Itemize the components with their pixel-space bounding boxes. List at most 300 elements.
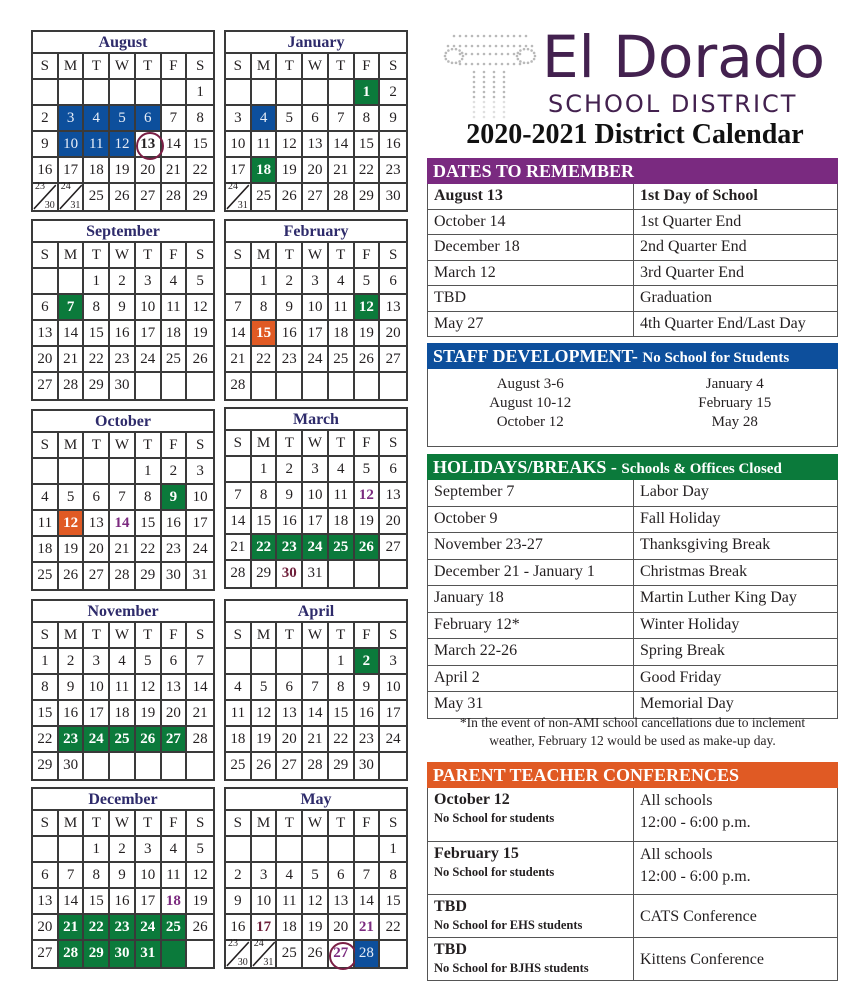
day-cell[interactable]: 21 <box>59 915 85 941</box>
day-cell[interactable]: 1 <box>355 80 381 106</box>
day-cell[interactable]: 8 <box>380 863 406 889</box>
day-cell[interactable]: 20 <box>380 509 406 535</box>
day-cell[interactable]: 4 <box>110 649 136 675</box>
day-cell[interactable]: 9 <box>59 675 85 701</box>
day-cell[interactable]: 26 <box>187 915 213 941</box>
day-cell[interactable]: 26 <box>110 184 136 210</box>
day-cell[interactable]: 10 <box>59 132 85 158</box>
day-cell[interactable]: 17 <box>136 889 162 915</box>
day-cell[interactable]: 24 <box>303 347 329 373</box>
day-cell[interactable]: 31 <box>136 941 162 967</box>
day-cell[interactable]: 5 <box>303 863 329 889</box>
day-cell[interactable]: 2 <box>277 269 303 295</box>
day-cell[interactable]: 3 <box>84 649 110 675</box>
day-cell[interactable]: 1 <box>252 269 278 295</box>
day-cell[interactable]: 17 <box>136 321 162 347</box>
day-cell[interactable]: 21 <box>110 537 136 563</box>
day-cell[interactable]: 15 <box>329 701 355 727</box>
day-cell[interactable]: 29 <box>84 373 110 399</box>
day-cell[interactable]: 3 <box>252 863 278 889</box>
day-cell[interactable]: 25 <box>329 535 355 561</box>
day-cell[interactable]: 15 <box>136 511 162 537</box>
day-cell[interactable]: 8 <box>84 295 110 321</box>
day-cell[interactable]: 20 <box>277 727 303 753</box>
day-cell[interactable]: 12 <box>277 132 303 158</box>
day-cell[interactable]: 26 <box>252 753 278 779</box>
day-cell[interactable]: 29 <box>355 184 381 210</box>
day-cell[interactable]: 11 <box>110 675 136 701</box>
day-cell[interactable]: 5 <box>187 837 213 863</box>
day-cell[interactable]: 15 <box>355 132 381 158</box>
day-cell[interactable]: 18 <box>84 158 110 184</box>
day-cell[interactable]: 10 <box>303 483 329 509</box>
day-cell[interactable]: 24 <box>187 537 213 563</box>
day-cell[interactable]: 14 <box>329 132 355 158</box>
day-cell[interactable]: 22 <box>187 158 213 184</box>
day-cell[interactable]: 4 <box>252 106 278 132</box>
day-cell[interactable]: 10 <box>136 295 162 321</box>
day-cell[interactable]: 25 <box>252 184 278 210</box>
day-cell[interactable]: 3 <box>136 269 162 295</box>
day-cell[interactable]: 27 <box>329 941 355 967</box>
day-cell[interactable]: 18 <box>329 321 355 347</box>
day-cell[interactable]: 12 <box>59 511 85 537</box>
day-cell[interactable]: 23 <box>277 535 303 561</box>
day-cell[interactable]: 11 <box>33 511 59 537</box>
day-cell[interactable]: 25 <box>33 563 59 589</box>
day-cell[interactable]: 15 <box>252 509 278 535</box>
day-cell[interactable]: 17 <box>226 158 252 184</box>
day-cell[interactable]: 18 <box>110 701 136 727</box>
day-cell[interactable]: 13 <box>33 321 59 347</box>
day-cell[interactable]: 8 <box>84 863 110 889</box>
day-cell[interactable]: 11 <box>84 132 110 158</box>
day-cell[interactable]: 24 <box>136 915 162 941</box>
day-cell[interactable]: 14 <box>226 509 252 535</box>
day-cell[interactable]: 1 <box>187 80 213 106</box>
day-cell[interactable]: 17 <box>303 321 329 347</box>
day-cell[interactable]: 23 <box>162 537 188 563</box>
day-cell[interactable]: 10 <box>252 889 278 915</box>
day-cell[interactable]: 12 <box>136 675 162 701</box>
day-cell[interactable]: 21 <box>355 915 381 941</box>
day-cell[interactable]: 2 <box>110 837 136 863</box>
day-cell[interactable]: 14 <box>187 675 213 701</box>
day-cell[interactable]: 13 <box>329 889 355 915</box>
day-cell[interactable]: 9 <box>162 485 188 511</box>
day-cell[interactable]: 27 <box>303 184 329 210</box>
day-cell[interactable]: 1 <box>329 649 355 675</box>
day-cell[interactable]: 8 <box>136 485 162 511</box>
day-cell[interactable]: 23 <box>59 727 85 753</box>
day-cell[interactable]: 4 <box>329 269 355 295</box>
day-cell[interactable]: 29 <box>84 941 110 967</box>
day-cell[interactable]: 11 <box>252 132 278 158</box>
day-cell[interactable]: 29 <box>33 753 59 779</box>
day-cell[interactable]: 3 <box>136 837 162 863</box>
day-cell[interactable]: 29 <box>192 188 208 204</box>
day-cell[interactable]: 26 <box>355 535 381 561</box>
day-cell[interactable]: 18 <box>33 537 59 563</box>
day-cell[interactable]: 29 <box>252 561 278 587</box>
day-cell[interactable]: 27 <box>136 184 162 210</box>
day-cell[interactable]: 7 <box>355 863 381 889</box>
day-cell[interactable]: 9 <box>226 889 252 915</box>
day-cell[interactable]: 7 <box>59 295 85 321</box>
day-cell[interactable]: 30 <box>162 563 188 589</box>
day-cell[interactable]: 22 <box>252 535 278 561</box>
day-cell[interactable]: 23 <box>380 158 406 184</box>
day-cell[interactable]: 3 <box>380 649 406 675</box>
day-cell[interactable]: 17 <box>303 509 329 535</box>
day-cell[interactable]: 7 <box>303 675 329 701</box>
day-cell[interactable]: 7 <box>59 863 85 889</box>
day-cell[interactable]: 29 <box>329 753 355 779</box>
day-cell[interactable]: 26 <box>303 941 329 967</box>
day-cell[interactable]: 21 <box>226 535 252 561</box>
day-cell[interactable]: 3 <box>303 269 329 295</box>
day-cell[interactable]: 7 <box>162 106 188 132</box>
day-cell[interactable]: 12 <box>252 701 278 727</box>
day-cell[interactable]: 13 <box>84 511 110 537</box>
day-cell[interactable]: 4 <box>329 457 355 483</box>
day-cell[interactable]: 16 <box>59 701 85 727</box>
day-cell[interactable]: 19 <box>277 158 303 184</box>
day-cell[interactable]: 15 <box>380 889 406 915</box>
day-cell[interactable]: 18 <box>162 321 188 347</box>
day-cell[interactable]: 8 <box>187 106 213 132</box>
day-cell[interactable]: 2 <box>277 457 303 483</box>
day-cell[interactable]: 15 <box>84 321 110 347</box>
day-cell[interactable]: 2 <box>355 649 381 675</box>
day-cell[interactable]: 1 <box>84 269 110 295</box>
day-cell[interactable]: 5 <box>277 106 303 132</box>
day-cell[interactable]: 25 <box>84 184 110 210</box>
day-cell[interactable]: 28 <box>355 941 381 967</box>
day-cell[interactable]: 11 <box>329 483 355 509</box>
day-cell[interactable]: 18 <box>277 915 303 941</box>
day-cell[interactable]: 16 <box>355 701 381 727</box>
day-cell[interactable]: 29 <box>136 563 162 589</box>
day-cell[interactable]: 21 <box>226 347 252 373</box>
day-cell[interactable]: 27 <box>84 563 110 589</box>
day-cell[interactable]: 14 <box>226 321 252 347</box>
day-cell[interactable]: 30 <box>59 753 85 779</box>
day-cell[interactable]: 27 <box>380 535 406 561</box>
day-cell[interactable]: 4 <box>84 106 110 132</box>
day-cell[interactable]: 2 <box>162 459 188 485</box>
day-cell[interactable]: 6 <box>303 106 329 132</box>
day-cell[interactable]: 19 <box>355 509 381 535</box>
day-cell[interactable]: 5 <box>110 106 136 132</box>
day-cell[interactable]: 9 <box>277 295 303 321</box>
day-cell[interactable]: 30 <box>355 753 381 779</box>
day-cell[interactable]: 5 <box>187 269 213 295</box>
day-cell[interactable]: 27 <box>162 727 188 753</box>
day-cell[interactable]: 14 <box>162 132 188 158</box>
day-cell[interactable]: 28 <box>303 753 329 779</box>
day-cell[interactable]: 13 <box>136 132 162 158</box>
day-cell[interactable]: 11 <box>162 863 188 889</box>
day-cell[interactable]: 2 <box>33 106 59 132</box>
day-cell[interactable]: 28 <box>226 561 252 587</box>
day-cell[interactable]: 6 <box>136 106 162 132</box>
empty-cell <box>380 561 406 587</box>
day-cell[interactable]: 4 <box>226 675 252 701</box>
day-cell[interactable]: 2 <box>59 649 85 675</box>
day-cell[interactable]: 3 <box>187 459 213 485</box>
day-cell[interactable]: 23 <box>355 727 381 753</box>
day-cell[interactable]: 3 <box>226 106 252 132</box>
day-cell[interactable]: 28 <box>187 727 213 753</box>
day-cell[interactable]: 11 <box>226 701 252 727</box>
day-cell[interactable]: 4 <box>33 485 59 511</box>
day-cell[interactable]: 17 <box>59 158 85 184</box>
day-cell[interactable]: 20 <box>33 915 59 941</box>
day-cell[interactable]: 16 <box>277 509 303 535</box>
day-cell[interactable]: 6 <box>329 863 355 889</box>
day-cell[interactable]: 12 <box>355 483 381 509</box>
day-cell[interactable]: 20 <box>136 158 162 184</box>
day-cell[interactable]: 22 <box>252 347 278 373</box>
day-cell[interactable]: 18 <box>252 158 278 184</box>
day-cell[interactable]: 2 <box>226 863 252 889</box>
day-cell[interactable]: 17 <box>187 511 213 537</box>
day-cell[interactable]: 5 <box>252 675 278 701</box>
day-cell[interactable]: 26 <box>187 347 213 373</box>
day-cell[interactable] <box>33 181 59 211</box>
day-cell[interactable]: 30 <box>110 941 136 967</box>
day-cell[interactable]: 16 <box>162 511 188 537</box>
day-cell[interactable]: 25 <box>162 915 188 941</box>
day-cell[interactable]: 30 <box>277 561 303 587</box>
day-cell[interactable]: 7 <box>329 106 355 132</box>
day-cell[interactable]: 1 <box>252 457 278 483</box>
day-cell[interactable]: 15 <box>187 132 213 158</box>
day-cell[interactable]: 6 <box>33 295 59 321</box>
day-cell[interactable]: 28 <box>59 373 85 399</box>
day-cell[interactable]: 27 <box>277 753 303 779</box>
day-cell[interactable]: 6 <box>84 485 110 511</box>
day-cell[interactable]: 4 <box>162 837 188 863</box>
day-cell[interactable] <box>226 181 252 211</box>
day-cell[interactable]: 6 <box>33 863 59 889</box>
day-cell[interactable]: 22 <box>84 347 110 373</box>
day-cell[interactable]: 20 <box>303 158 329 184</box>
day-cell[interactable]: 12 <box>303 889 329 915</box>
day-cell[interactable]: 28 <box>162 184 188 210</box>
day-cell[interactable]: 19 <box>355 321 381 347</box>
day-cell[interactable]: 31 <box>303 561 329 587</box>
day-cell[interactable]: 4 <box>277 863 303 889</box>
day-cell[interactable]: 25 <box>110 727 136 753</box>
day-cell[interactable]: 16 <box>277 321 303 347</box>
day-cell[interactable]: 7 <box>187 649 213 675</box>
day-cell[interactable]: 25 <box>277 941 303 967</box>
day-cell[interactable]: 24 <box>84 727 110 753</box>
day-cell[interactable]: 26 <box>59 563 85 589</box>
day-cell[interactable]: 14 <box>59 321 85 347</box>
month-january <box>224 30 408 212</box>
day-cell[interactable]: 1 <box>380 837 406 863</box>
day-cell[interactable]: 7 <box>110 485 136 511</box>
day-cell[interactable]: 8 <box>33 675 59 701</box>
day-cell[interactable]: 20 <box>380 321 406 347</box>
day-cell[interactable]: 22 <box>355 158 381 184</box>
day-cell[interactable]: 13 <box>380 483 406 509</box>
day-cell[interactable]: 11 <box>277 889 303 915</box>
day-cell[interactable] <box>226 938 252 968</box>
day-cell[interactable]: 11 <box>329 295 355 321</box>
day-cell[interactable]: 7 <box>226 295 252 321</box>
day-cell[interactable]: 24 <box>303 535 329 561</box>
day-cell[interactable]: 10 <box>380 675 406 701</box>
day-cell[interactable]: 28 <box>110 563 136 589</box>
day-cell[interactable]: 13 <box>303 132 329 158</box>
day-cell[interactable]: 22 <box>329 727 355 753</box>
day-cell[interactable]: 9 <box>355 675 381 701</box>
day-cell[interactable]: 12 <box>187 295 213 321</box>
day-cell[interactable]: 22 <box>84 915 110 941</box>
day-cell[interactable]: 1 <box>136 459 162 485</box>
day-cell[interactable]: 22 <box>136 537 162 563</box>
day-cell[interactable]: 12 <box>110 132 136 158</box>
day-cell[interactable]: 9 <box>33 132 59 158</box>
day-cell[interactable]: 28 <box>329 184 355 210</box>
day-cell[interactable]: 10 <box>84 675 110 701</box>
day-cell[interactable]: 19 <box>110 158 136 184</box>
day-cell[interactable]: 26 <box>136 727 162 753</box>
day-cell[interactable]: 30 <box>110 373 136 399</box>
day-cell[interactable]: 13 <box>162 675 188 701</box>
day-cell[interactable]: 28 <box>59 941 85 967</box>
day-cell[interactable]: 2 <box>110 269 136 295</box>
day-cell[interactable]: 19 <box>187 889 213 915</box>
day-cell[interactable]: 23 <box>110 347 136 373</box>
day-cell[interactable]: 18 <box>226 727 252 753</box>
day-cell[interactable]: 19 <box>187 321 213 347</box>
day-cell[interactable]: 20 <box>33 347 59 373</box>
day-cell[interactable]: 21 <box>329 158 355 184</box>
day-cell[interactable]: 24 <box>136 347 162 373</box>
day-cell[interactable]: 16 <box>110 889 136 915</box>
day-cell[interactable]: 23 <box>277 347 303 373</box>
day-cell[interactable]: 22 <box>33 727 59 753</box>
day-cell[interactable]: 3 <box>303 457 329 483</box>
day-cell[interactable]: 9 <box>110 863 136 889</box>
day-cell[interactable]: 21 <box>187 701 213 727</box>
day-cell[interactable]: 6 <box>380 269 406 295</box>
day-cell[interactable]: 20 <box>162 701 188 727</box>
day-cell[interactable]: 14 <box>355 889 381 915</box>
day-cell[interactable]: 21 <box>303 727 329 753</box>
day-cell[interactable]: 13 <box>380 295 406 321</box>
day-cell[interactable]: 21 <box>162 158 188 184</box>
day-cell[interactable]: 20 <box>329 915 355 941</box>
day-cell[interactable]: 14 <box>303 701 329 727</box>
day-cell[interactable]: 16 <box>110 321 136 347</box>
day-cell[interactable]: 15 <box>33 701 59 727</box>
day-cell[interactable]: 8 <box>252 483 278 509</box>
day-cell[interactable]: 19 <box>136 701 162 727</box>
day-cell[interactable]: 27 <box>33 941 59 967</box>
day-cell[interactable]: 9 <box>110 295 136 321</box>
day-cell[interactable]: 10 <box>226 132 252 158</box>
day-cell[interactable]: 23 <box>110 915 136 941</box>
day-cell[interactable]: 1 <box>84 837 110 863</box>
day-cell[interactable]: 18 <box>162 889 188 915</box>
day-cell[interactable]: 16 <box>380 132 406 158</box>
day-cell[interactable]: 17 <box>84 701 110 727</box>
day-cell[interactable]: 7 <box>226 483 252 509</box>
day-cell[interactable]: 25 <box>329 347 355 373</box>
day-cell[interactable]: 12 <box>355 295 381 321</box>
day-cell[interactable]: 9 <box>277 483 303 509</box>
day-cell[interactable]: 13 <box>277 701 303 727</box>
day-cell[interactable]: 8 <box>252 295 278 321</box>
day-cell[interactable]: 21 <box>59 347 85 373</box>
day-cell[interactable]: 16 <box>226 915 252 941</box>
day-cell[interactable]: 14 <box>59 889 85 915</box>
day-cell[interactable]: 12 <box>187 863 213 889</box>
day-cell[interactable]: 18 <box>329 509 355 535</box>
day-cell[interactable]: 19 <box>59 537 85 563</box>
day-cell[interactable]: 17 <box>252 915 278 941</box>
day-cell[interactable]: 14 <box>110 511 136 537</box>
day-cell[interactable]: 26 <box>277 184 303 210</box>
day-cell[interactable]: 4 <box>162 269 188 295</box>
day-cell[interactable]: 19 <box>252 727 278 753</box>
day-cell[interactable]: 16 <box>33 158 59 184</box>
day-cell[interactable]: 9 <box>380 106 406 132</box>
day-cell[interactable]: 17 <box>380 701 406 727</box>
day-cell[interactable]: 5 <box>355 457 381 483</box>
day-cell[interactable]: 27 <box>380 347 406 373</box>
day-cell[interactable]: 10 <box>303 295 329 321</box>
day-cell[interactable]: 15 <box>252 321 278 347</box>
day-cell[interactable]: 1 <box>33 649 59 675</box>
day-cell[interactable]: 5 <box>59 485 85 511</box>
day-cell[interactable] <box>59 181 85 211</box>
day-cell[interactable]: 27 <box>33 373 59 399</box>
day-cell[interactable]: 8 <box>329 675 355 701</box>
day-cell[interactable]: 19 <box>303 915 329 941</box>
day-cell[interactable]: 22 <box>380 915 406 941</box>
day-cell[interactable]: 10 <box>187 485 213 511</box>
day-cell[interactable]: 6 <box>380 457 406 483</box>
day-cell[interactable]: 6 <box>277 675 303 701</box>
day-cell[interactable]: 15 <box>84 889 110 915</box>
day-cell[interactable] <box>252 938 278 968</box>
day-cell[interactable]: 8 <box>355 106 381 132</box>
day-cell[interactable]: 25 <box>226 753 252 779</box>
day-cell[interactable]: 2 <box>380 80 406 106</box>
day-cell[interactable]: 30 <box>385 188 401 204</box>
day-cell[interactable]: 13 <box>33 889 59 915</box>
day-cell[interactable]: 20 <box>84 537 110 563</box>
day-cell[interactable]: 3 <box>59 106 85 132</box>
day-cell[interactable]: 11 <box>162 295 188 321</box>
day-cell[interactable]: 31 <box>192 567 208 583</box>
day-cell[interactable]: 26 <box>355 347 381 373</box>
day-cell[interactable]: 24 <box>380 727 406 753</box>
day-cell[interactable]: 6 <box>162 649 188 675</box>
day-cell[interactable]: 28 <box>226 373 252 399</box>
day-cell[interactable]: 25 <box>162 347 188 373</box>
day-cell[interactable]: 10 <box>136 863 162 889</box>
day-cell[interactable]: 5 <box>136 649 162 675</box>
day-cell[interactable]: 5 <box>355 269 381 295</box>
